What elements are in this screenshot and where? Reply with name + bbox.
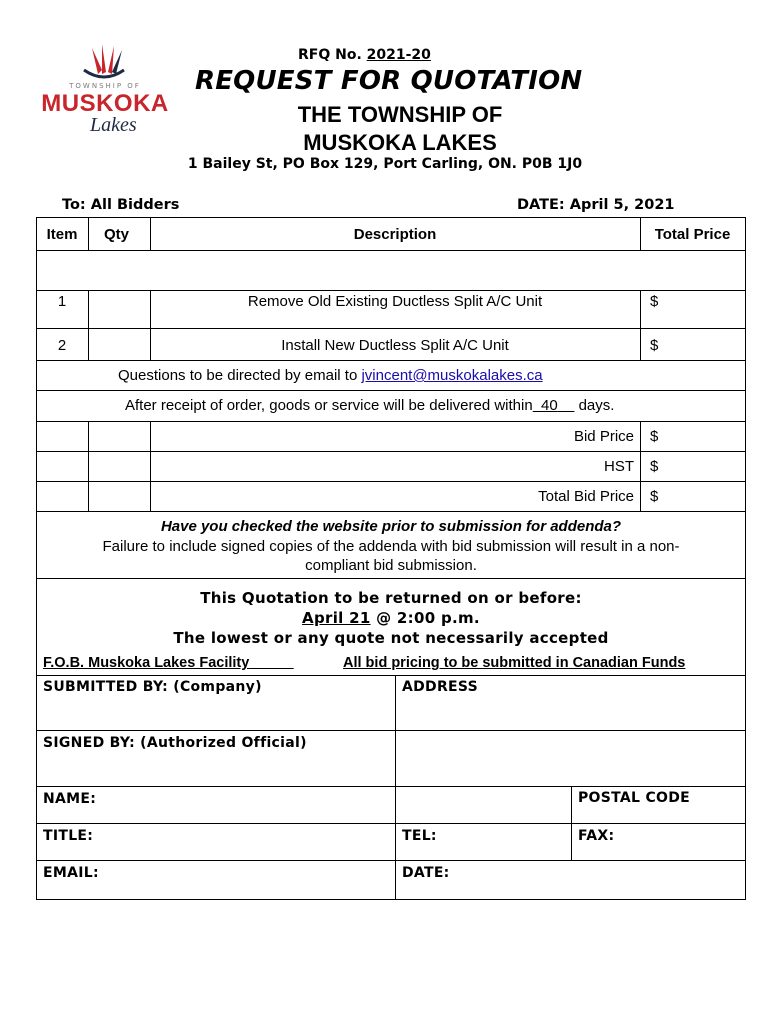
recipient: To: All Bidders [62, 197, 180, 213]
name-label: NAME: [43, 791, 97, 807]
delivery-text: After receipt of order, goods or service will be delivered within [125, 397, 533, 414]
bid-price-label: Bid Price [573, 428, 634, 445]
email-field[interactable] [120, 862, 392, 898]
questions-text: Questions to be directed by email to [118, 367, 358, 384]
signature-field[interactable] [37, 756, 394, 785]
col-price-header: Total Price [654, 226, 731, 243]
delivery-days: 40 [541, 397, 558, 414]
contact-email-link[interactable]: jvincent@muskokalakes.ca [361, 367, 543, 384]
submitted-by-label: SUBMITTED BY: (Company) [43, 679, 262, 695]
title-field[interactable] [120, 825, 392, 859]
questions-line [118, 367, 543, 384]
item-number: 2 [57, 337, 67, 354]
rfq-number-value: 2021-20 [366, 47, 431, 63]
title-label: TITLE: [43, 828, 94, 844]
logo-top-text: TOWNSHIP OF [69, 82, 141, 90]
total-bid-price-value: $ [650, 488, 659, 505]
return-instruction: This Quotation to be returned on or before: [200, 589, 582, 607]
delivery-days-unit: days. [578, 397, 615, 414]
tel-label: TEL: [402, 828, 437, 844]
logo-main-text: MUSKOKA [41, 90, 169, 117]
date-label: DATE: [402, 865, 450, 881]
tel-field[interactable] [450, 825, 570, 859]
col-description-header: Description [353, 226, 437, 243]
funds-note: All bid pricing to be submitted in Canadian Funds [343, 655, 686, 671]
item-number: 1 [57, 293, 67, 310]
return-time: @ 2:00 p.m. [376, 609, 480, 627]
addenda-warning-line2: compliant bid submission. [305, 557, 477, 574]
company-field[interactable] [37, 700, 394, 729]
postal-code-label: POSTAL CODE [578, 790, 690, 806]
fax-field[interactable] [625, 825, 743, 859]
postal-code-field[interactable] [396, 788, 570, 822]
item-price: $ [650, 337, 659, 354]
township-line2: MUSKOKA LAKES [303, 130, 497, 155]
page-title: REQUEST FOR QUOTATION [195, 66, 583, 96]
addenda-question: Have you checked the website prior to submission for addenda? [160, 518, 622, 535]
addenda-warning-line1: Failure to include signed copies of the addenda with bid submission will result in a non- [102, 538, 680, 555]
acceptance-note: The lowest or any quote not necessarily accepted [173, 629, 609, 647]
item-description: Remove Old Existing Ductless Split A/C Unit [247, 293, 543, 310]
name-field[interactable] [120, 788, 392, 822]
township-line1: THE TOWNSHIP OF [297, 102, 503, 127]
col-qty-header: Qty [104, 226, 130, 243]
item-price: $ [650, 293, 659, 310]
col-item-header: Item [46, 226, 78, 243]
township-address: 1 Bailey St, PO Box 129, Port Carling, ON. P0B 1J0 [187, 156, 583, 172]
delivery-line [125, 397, 614, 414]
fob-note: F.O.B. Muskoka Lakes Facility [43, 655, 250, 671]
township-logo [40, 40, 170, 140]
return-deadline [36, 609, 746, 627]
address-field[interactable] [396, 700, 744, 785]
fax-label: FAX: [578, 828, 615, 844]
item-description: Install New Ductless Split A/C Unit [281, 337, 509, 354]
hst-label: HST [604, 458, 634, 475]
total-bid-price-label: Total Bid Price [538, 488, 634, 505]
return-date: April 21 [302, 609, 371, 627]
rfq-label: RFQ No. [298, 47, 362, 63]
signed-by-label: SIGNED BY: (Authorized Official) [43, 735, 307, 751]
bid-price-value: $ [650, 428, 659, 445]
email-label: EMAIL: [43, 865, 99, 881]
logo-script-text: Lakes [90, 114, 137, 136]
hst-value: $ [650, 458, 659, 475]
address-label: ADDRESS [402, 679, 479, 695]
date-field[interactable] [460, 862, 743, 898]
township-name [200, 101, 600, 157]
rfq-number [298, 47, 431, 63]
issue-date: DATE: April 5, 2021 [517, 197, 675, 213]
